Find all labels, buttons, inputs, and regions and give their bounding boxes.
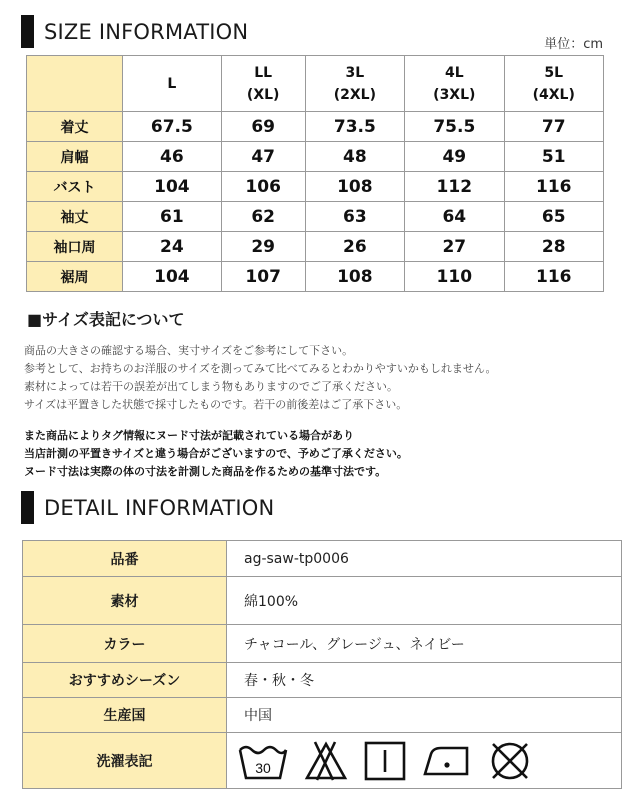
note-line-bold: 当店計測の平置きサイズと違う場合がございますので、予めご了承ください。: [24, 447, 408, 460]
table-cell: 108: [305, 262, 404, 292]
no-bleach-icon: [303, 740, 349, 782]
table-cell: 62: [221, 202, 305, 232]
table-cell: 112: [405, 172, 504, 202]
table-row: [23, 698, 622, 733]
size-header-row: [27, 56, 604, 112]
table-cell: 61: [123, 202, 222, 232]
size-header-4L: 4L (3XL): [405, 56, 504, 112]
size-corner-cell: [27, 56, 123, 112]
table-row: [23, 625, 622, 663]
note-line: 参考として、お持ちのお洋服のサイズを測ってみて比べてみるとわかりやすいかもしれません。: [24, 362, 497, 375]
table-cell: 47: [221, 142, 305, 172]
wash-symbols: [237, 740, 620, 782]
table-row: [27, 112, 604, 142]
table-cell: 24: [123, 232, 222, 262]
row-label: 袖口周: [27, 232, 123, 262]
wash-temp-label: 30: [255, 759, 271, 776]
row-label: バスト: [27, 172, 123, 202]
detail-value: 中国: [227, 698, 622, 733]
table-cell: 77: [504, 112, 603, 142]
note-line: サイズは平置きした状態で採寸したものです。若干の前後差はご了承下さい。: [24, 398, 408, 411]
detail-value: ag-saw-tp0006: [227, 541, 622, 577]
table-cell: 108: [305, 172, 404, 202]
table-cell: 110: [405, 262, 504, 292]
table-cell: 27: [405, 232, 504, 262]
size-header-L: L: [123, 56, 222, 112]
row-label: 裾周: [27, 262, 123, 292]
row-label: 袖丈: [27, 202, 123, 232]
detail-table: [22, 540, 622, 789]
size-section-title: SIZE INFORMATION: [44, 19, 249, 44]
table-cell: 67.5: [123, 112, 222, 142]
detail-value: 春・秋・冬: [227, 663, 622, 698]
section-marker-bar: [21, 15, 34, 48]
size-header-3L: 3L (2XL): [305, 56, 404, 112]
table-cell: 116: [504, 172, 603, 202]
table-cell: 63: [305, 202, 404, 232]
table-cell: 104: [123, 172, 222, 202]
table-row: [27, 262, 604, 292]
table-row: [23, 663, 622, 698]
detail-label: カラー: [23, 625, 227, 663]
table-cell: 48: [305, 142, 404, 172]
detail-value: チャコール、グレージュ、ネイビー: [227, 625, 622, 663]
table-row: [27, 172, 604, 202]
size-section-header: [21, 15, 248, 48]
table-row: [27, 232, 604, 262]
table-cell: 51: [504, 142, 603, 172]
line-dry-icon: [363, 740, 407, 782]
table-cell: 65: [504, 202, 603, 232]
table-cell: 46: [123, 142, 222, 172]
table-cell: 64: [405, 202, 504, 232]
table-cell: 107: [221, 262, 305, 292]
size-header-5L: 5L (4XL): [504, 56, 603, 112]
detail-section-header: [21, 491, 274, 524]
note-line-bold: また商品によりタグ情報にヌード寸法が記載されている場合があり: [24, 429, 354, 442]
note-line: 商品の大きさの確認する場合、実寸サイズをご参考にして下さい。: [24, 344, 354, 357]
size-table: [26, 55, 604, 292]
no-dry-clean-icon: [487, 740, 533, 782]
table-cell: 69: [221, 112, 305, 142]
table-row: [27, 202, 604, 232]
note-line: 素材によっては若干の誤差が出てしまう物もありますのでご了承ください。: [24, 380, 398, 393]
table-row: [23, 733, 622, 789]
table-cell: 29: [221, 232, 305, 262]
detail-label: 素材: [23, 577, 227, 625]
table-cell: 75.5: [405, 112, 504, 142]
wash-symbols-cell: [227, 733, 622, 789]
row-label: 着丈: [27, 112, 123, 142]
table-cell: 49: [405, 142, 504, 172]
detail-label: 洗濯表記: [23, 733, 227, 789]
table-row: [23, 577, 622, 625]
size-note-emphasis: [24, 427, 408, 481]
table-row: [23, 541, 622, 577]
table-row: [27, 142, 604, 172]
detail-section-title: DETAIL INFORMATION: [44, 495, 275, 520]
detail-value: 綿100%: [227, 577, 622, 625]
table-cell: 104: [123, 262, 222, 292]
table-cell: 28: [504, 232, 603, 262]
size-note-body: [24, 342, 497, 414]
table-cell: 116: [504, 262, 603, 292]
table-cell: 73.5: [305, 112, 404, 142]
detail-label: おすすめシーズン: [23, 663, 227, 698]
size-note-heading: ■サイズ表記について: [27, 310, 185, 329]
section-marker-bar: [21, 491, 34, 524]
detail-label: 生産国: [23, 698, 227, 733]
table-cell: 26: [305, 232, 404, 262]
size-header-LL: LL (XL): [221, 56, 305, 112]
note-line-bold: ヌード寸法は実際の体の寸法を計測した商品を作るための基準寸法です。: [24, 465, 387, 478]
iron-low-icon: [421, 740, 473, 782]
wash-tub-30-icon: [237, 740, 289, 782]
table-cell: 106: [221, 172, 305, 202]
unit-label: 単位：cm: [544, 37, 603, 52]
detail-label: 品番: [23, 541, 227, 577]
row-label: 肩幅: [27, 142, 123, 172]
